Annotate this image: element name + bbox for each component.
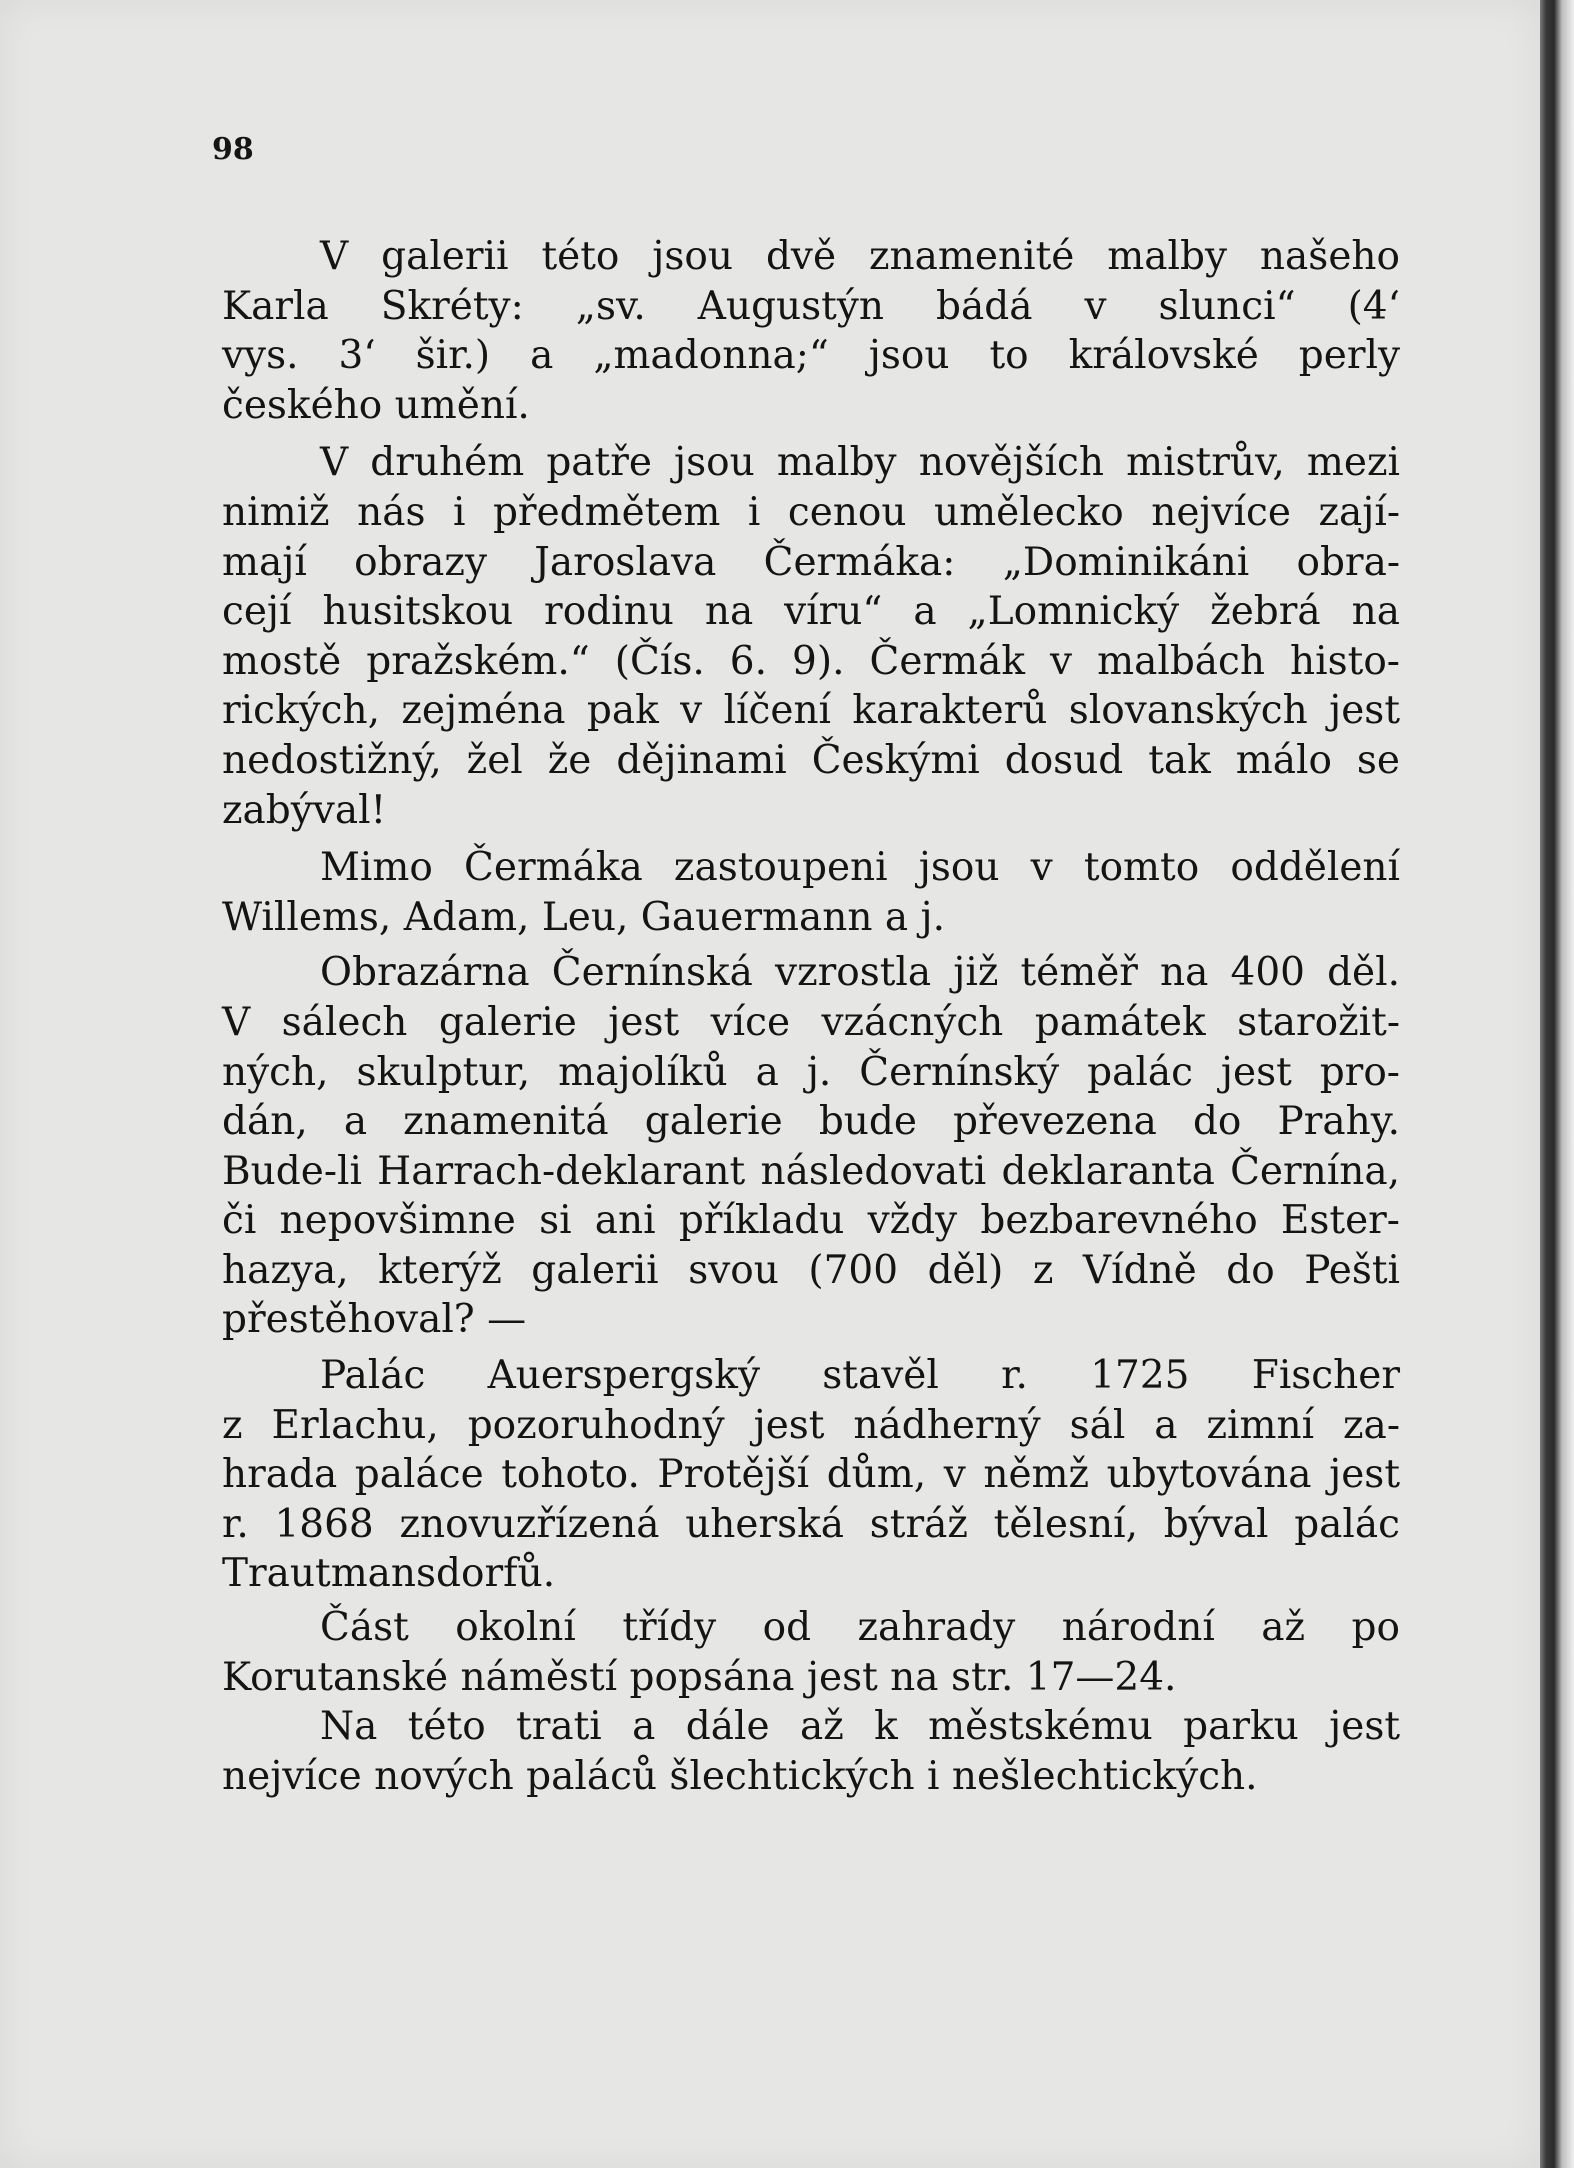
paragraph-7 bbox=[222, 1702, 1400, 1801]
text-line: Willems, Adam, Leu, Gauermann a j. bbox=[222, 894, 945, 940]
paragraph-2 bbox=[222, 438, 1400, 835]
text-line: dán, a znamenitá galerie bude převezena do Prahy. bbox=[222, 1099, 1400, 1145]
text-line: Část okolní třídy od zahrady národní až po bbox=[320, 1605, 1400, 1651]
text-line: V sálech galerie jest více vzácných památek starožit- bbox=[222, 999, 1400, 1045]
text-line: zabýval! bbox=[222, 787, 387, 833]
paragraph-3 bbox=[222, 843, 1400, 942]
text-line: cejí husitskou rodinu na víru“ a „Lomnický žebrá na bbox=[222, 589, 1400, 635]
paragraph-6 bbox=[222, 1603, 1400, 1702]
text-line: přestěhoval? — bbox=[222, 1297, 527, 1343]
paragraph-1 bbox=[222, 232, 1400, 430]
text-line: Bude-li Harrach-deklarant následovati deklaranta Černína, bbox=[222, 1148, 1400, 1194]
text-line: V galerii této jsou dvě znamenité malby našeho bbox=[320, 234, 1400, 279]
text-line: nimiž nás i předmětem i cenou umělecko nejvíce zají- bbox=[222, 489, 1400, 535]
text-line: mají obrazy Jaroslava Čermáka: „Dominikáni obra- bbox=[222, 539, 1400, 585]
text-line: Na této trati a dále až k městskému parku jest bbox=[320, 1704, 1400, 1750]
text-line: Trautmansdorfů. bbox=[222, 1551, 556, 1597]
text-line: Karla Skréty: „sv. Augustýn bádá v slunci“ (4‘ bbox=[222, 283, 1400, 329]
text-line: nedostižný, žel že dějinami Českými dosud tak málo se bbox=[222, 737, 1400, 783]
text-line: vys. 3‘ šir.) a „madonna;“ jsou to královské perly bbox=[222, 333, 1400, 379]
text-line: ných, skulptur, majolíků a j. Černínský palác jest pro- bbox=[222, 1049, 1400, 1095]
text-line: rických, zejména pak v líčení karakterů slovanských jest bbox=[222, 688, 1400, 734]
page-number: 98 bbox=[212, 132, 254, 167]
text-line: českého umění. bbox=[222, 382, 530, 428]
text-line: mostě pražském.“ (Čís. 6. 9). Čermák v malbách histo- bbox=[222, 638, 1400, 684]
text-line: či nepovšimne si ani příkladu vždy bezbarevného Ester- bbox=[222, 1198, 1400, 1244]
paragraph-5 bbox=[222, 1351, 1400, 1599]
text-line: Palác Auerspergský stavěl r. 1725 Fischer bbox=[320, 1353, 1400, 1399]
text-line: hazya, kterýž galerii svou (700 děl) z Vídně do Pešti bbox=[222, 1247, 1400, 1293]
text-line: V druhém patře jsou malby novějších mistrův, mezi bbox=[320, 440, 1400, 486]
text-line: z Erlachu, pozoruhodný jest nádherný sál a zimní za- bbox=[222, 1402, 1400, 1448]
page-text bbox=[222, 232, 1400, 1801]
page-binding-edge bbox=[1540, 0, 1574, 2168]
text-line: Obrazárna Černínská vzrostla již téměř na 400 děl. bbox=[320, 950, 1400, 996]
text-line: Mimo Čermáka zastoupeni jsou v tomto oddělení bbox=[320, 845, 1400, 891]
text-line: nejvíce nových paláců šlechtických i nešlechtických. bbox=[222, 1753, 1258, 1799]
text-line: hrada paláce tohoto. Protější dům, v němž ubytována jest bbox=[222, 1452, 1400, 1498]
paragraph-4 bbox=[222, 948, 1400, 1345]
text-line: r. 1868 znovuzřízená uherská stráž tělesní, býval palác bbox=[222, 1501, 1400, 1547]
text-line: Korutanské náměstí popsána jest na str. 17—24. bbox=[222, 1654, 1177, 1700]
